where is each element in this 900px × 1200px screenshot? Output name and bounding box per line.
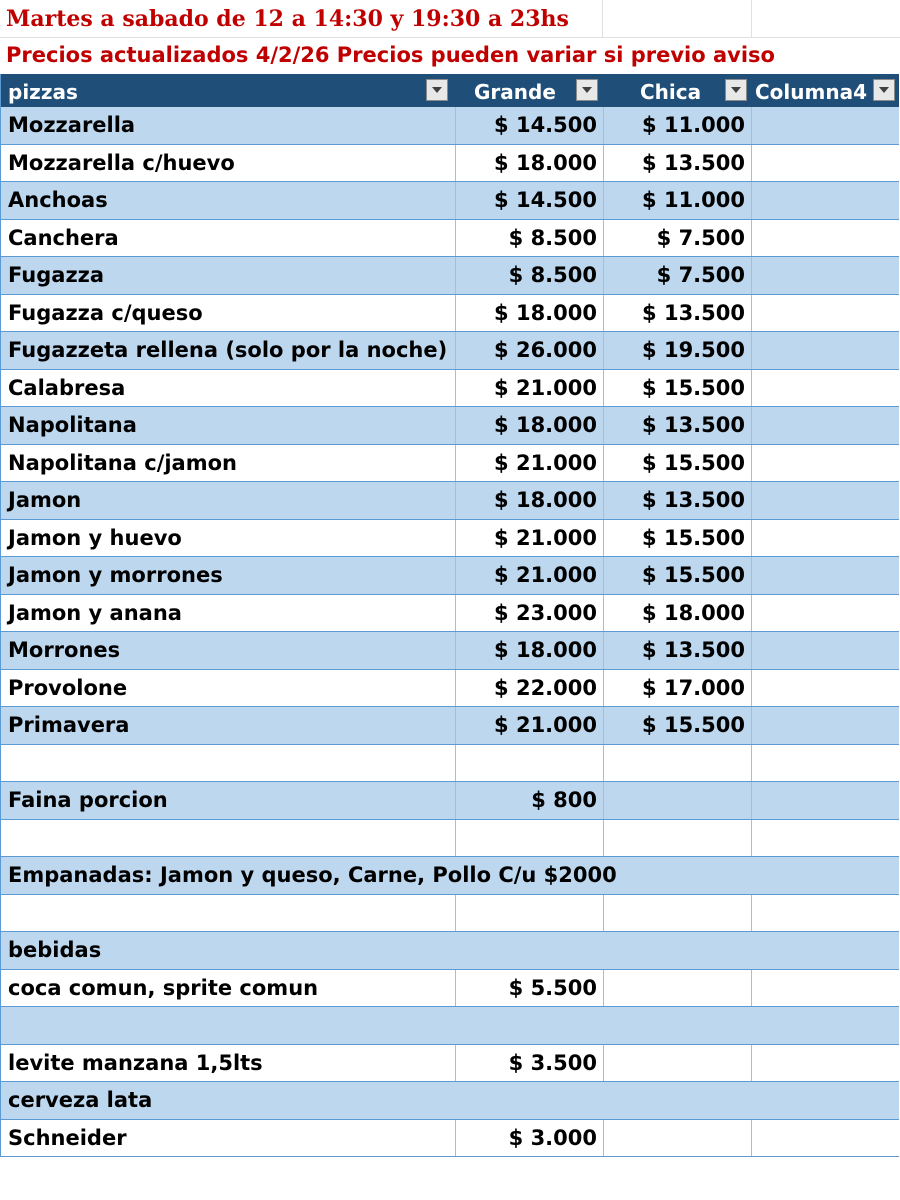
chica-price-cell[interactable]: $ 7.500 <box>604 257 752 294</box>
table-row <box>1 182 899 220</box>
table-row <box>1 482 899 520</box>
table-row <box>1 820 899 858</box>
table-row <box>1 332 899 370</box>
item-name-cell[interactable]: Napolitana <box>1 407 456 444</box>
chica-price-cell[interactable] <box>604 745 752 782</box>
columna4-cell[interactable] <box>752 857 899 894</box>
columna4-cell[interactable] <box>752 332 899 369</box>
table-row <box>1 970 899 1008</box>
chica-price-cell[interactable]: $ 13.500 <box>604 145 752 182</box>
header-label: Columna4 <box>755 80 868 104</box>
grande-price-cell[interactable]: $ 18.000 <box>456 482 604 519</box>
filter-dropdown-icon[interactable] <box>426 79 448 101</box>
item-name-cell[interactable]: Empanadas: Jamon y queso, Carne, Pollo C/u $2000 <box>8 863 617 887</box>
grande-price-cell[interactable]: $ 8.500 <box>456 257 604 294</box>
header-label: Chica <box>640 80 702 104</box>
price-table <box>0 74 899 1157</box>
table-row <box>1 895 899 933</box>
table-row <box>1 632 899 670</box>
table-row <box>1 670 899 708</box>
chica-price-cell[interactable] <box>604 1082 752 1119</box>
chica-price-cell[interactable] <box>604 932 752 969</box>
columna4-cell[interactable] <box>752 482 899 519</box>
grande-price-cell[interactable]: $ 3.500 <box>456 1045 604 1082</box>
item-name-cell[interactable]: levite manzana 1,5lts <box>1 1045 456 1082</box>
item-name-cell[interactable]: Morrones <box>1 632 456 669</box>
chica-price-cell[interactable]: $ 11.000 <box>604 107 752 144</box>
item-name-cell[interactable]: Mozzarella c/huevo <box>1 145 456 182</box>
chica-price-cell[interactable]: $ 15.500 <box>604 370 752 407</box>
grande-price-cell[interactable] <box>456 1082 604 1119</box>
item-name-cell[interactable]: Jamon <box>1 482 456 519</box>
chica-price-cell[interactable]: $ 13.500 <box>604 632 752 669</box>
chica-price-cell[interactable]: $ 15.500 <box>604 707 752 744</box>
table-row <box>1 745 899 783</box>
table-row <box>1 257 899 295</box>
grande-price-cell[interactable]: $ 21.000 <box>456 557 604 594</box>
header-label: pizzas <box>8 80 78 104</box>
grande-price-cell[interactable]: $ 21.000 <box>456 370 604 407</box>
grande-price-cell[interactable]: $ 8.500 <box>456 220 604 257</box>
table-row <box>1 520 899 558</box>
chica-price-cell[interactable] <box>604 1007 752 1044</box>
chica-price-cell[interactable]: $ 11.000 <box>604 182 752 219</box>
table-header <box>1 74 899 107</box>
header-chica <box>604 74 752 107</box>
columna4-cell[interactable] <box>752 895 899 932</box>
grande-price-cell[interactable]: $ 18.000 <box>456 295 604 332</box>
columna4-cell[interactable] <box>752 295 899 332</box>
table-row <box>1 782 899 820</box>
item-name-cell[interactable]: coca comun, sprite comun <box>1 970 456 1007</box>
chica-price-cell[interactable] <box>604 1120 752 1157</box>
item-name-cell[interactable] <box>1 895 456 932</box>
grande-price-cell[interactable]: $ 21.000 <box>456 707 604 744</box>
item-name-cell[interactable]: Napolitana c/jamon <box>1 445 456 482</box>
item-name-cell[interactable]: Fugazzeta rellena (solo por la noche) <box>1 332 456 369</box>
table-row <box>1 1007 899 1045</box>
item-name-cell[interactable]: Jamon y morrones <box>1 557 456 594</box>
chica-price-cell[interactable] <box>604 1045 752 1082</box>
header-grande <box>456 74 604 107</box>
chica-price-cell[interactable]: $ 18.000 <box>604 595 752 632</box>
grande-price-cell[interactable]: $ 3.000 <box>456 1120 604 1157</box>
columna4-cell[interactable] <box>752 370 899 407</box>
columna4-cell[interactable] <box>752 1120 899 1157</box>
columna4-cell[interactable] <box>752 782 899 819</box>
grande-price-cell[interactable]: $ 14.500 <box>456 107 604 144</box>
grande-price-cell[interactable]: $ 18.000 <box>456 632 604 669</box>
header-label: Grande <box>474 80 556 104</box>
columna4-cell[interactable] <box>752 407 899 444</box>
item-name-cell[interactable]: cerveza lata <box>8 1088 153 1112</box>
item-name-cell[interactable] <box>1 1007 456 1044</box>
columna4-cell[interactable] <box>752 257 899 294</box>
item-name-cell[interactable]: Schneider <box>1 1120 456 1157</box>
table-row <box>1 220 899 258</box>
columna4-cell[interactable] <box>752 520 899 557</box>
filter-dropdown-icon[interactable] <box>873 79 895 101</box>
price-update-note: Precios actualizados 4/2/26 Precios pueden variar si previo aviso <box>6 43 775 67</box>
columna4-cell[interactable] <box>752 970 899 1007</box>
table-row <box>1 107 899 145</box>
filter-dropdown-icon[interactable] <box>576 79 598 101</box>
chica-price-cell[interactable]: $ 7.500 <box>604 220 752 257</box>
item-name-cell[interactable]: Anchoas <box>1 182 456 219</box>
columna4-cell[interactable] <box>752 445 899 482</box>
grande-price-cell[interactable] <box>456 1007 604 1044</box>
chica-price-cell[interactable]: $ 13.500 <box>604 482 752 519</box>
item-name-cell[interactable]: Faina porcion <box>1 782 456 819</box>
columna4-cell[interactable] <box>752 182 899 219</box>
columna4-cell[interactable] <box>752 595 899 632</box>
header-columna4 <box>752 74 899 107</box>
grande-price-cell[interactable]: $ 800 <box>456 782 604 819</box>
table-row <box>1 295 899 333</box>
columna4-cell[interactable] <box>752 107 899 144</box>
table-row <box>1 1082 899 1120</box>
item-name-cell[interactable]: Primavera <box>1 707 456 744</box>
grande-price-cell[interactable]: $ 22.000 <box>456 670 604 707</box>
header-pizzas <box>1 74 456 107</box>
columna4-cell[interactable] <box>752 932 899 969</box>
columna4-cell[interactable] <box>752 1045 899 1082</box>
chica-price-cell[interactable] <box>604 857 752 894</box>
table-row <box>1 707 899 745</box>
item-name-cell[interactable]: bebidas <box>8 938 102 962</box>
chica-price-cell[interactable] <box>604 895 752 932</box>
chica-price-cell[interactable]: $ 19.500 <box>604 332 752 369</box>
columna4-cell[interactable] <box>752 145 899 182</box>
columna4-cell[interactable] <box>752 632 899 669</box>
chica-price-cell[interactable]: $ 13.500 <box>604 407 752 444</box>
grande-price-cell[interactable]: $ 21.000 <box>456 520 604 557</box>
grande-price-cell[interactable] <box>456 895 604 932</box>
item-name-cell[interactable]: Canchera <box>1 220 456 257</box>
chica-price-cell[interactable] <box>604 820 752 857</box>
table-row <box>1 557 899 595</box>
grande-price-cell[interactable] <box>456 820 604 857</box>
chica-price-cell[interactable]: $ 17.000 <box>604 670 752 707</box>
table-row <box>1 445 899 483</box>
columna4-cell[interactable] <box>752 670 899 707</box>
table-row <box>1 932 899 970</box>
gridline <box>751 0 752 37</box>
item-name-cell[interactable]: Fugazza <box>1 257 456 294</box>
item-name-cell[interactable] <box>1 745 456 782</box>
grande-price-cell[interactable] <box>456 932 604 969</box>
columna4-cell[interactable] <box>752 1007 899 1044</box>
item-name-cell[interactable]: Calabresa <box>1 370 456 407</box>
columna4-cell[interactable] <box>752 220 899 257</box>
item-name-cell[interactable]: Mozzarella <box>1 107 456 144</box>
item-name-cell[interactable] <box>1 820 456 857</box>
item-name-cell[interactable]: Jamon y huevo <box>1 520 456 557</box>
columna4-cell[interactable] <box>752 820 899 857</box>
table-row <box>1 145 899 183</box>
table-row <box>1 595 899 633</box>
columna4-cell[interactable] <box>752 745 899 782</box>
columna4-cell[interactable] <box>752 557 899 594</box>
grande-price-cell[interactable] <box>456 857 604 894</box>
grande-price-cell[interactable]: $ 23.000 <box>456 595 604 632</box>
item-name-cell[interactable]: Fugazza c/queso <box>1 295 456 332</box>
filter-dropdown-icon[interactable] <box>725 79 747 101</box>
grande-price-cell[interactable] <box>456 745 604 782</box>
columna4-cell[interactable] <box>752 1082 899 1119</box>
grande-price-cell[interactable]: $ 14.500 <box>456 182 604 219</box>
grande-price-cell[interactable]: $ 5.500 <box>456 970 604 1007</box>
item-name-cell[interactable]: Provolone <box>1 670 456 707</box>
chica-price-cell[interactable]: $ 13.500 <box>604 295 752 332</box>
chica-price-cell[interactable]: $ 15.500 <box>604 445 752 482</box>
table-row <box>1 407 899 445</box>
grande-price-cell[interactable]: $ 26.000 <box>456 332 604 369</box>
table-row <box>1 370 899 408</box>
table-row <box>1 1045 899 1083</box>
table-row <box>1 857 899 895</box>
schedule-title: Martes a sabado de 12 a 14:30 y 19:30 a 23hs <box>6 6 569 32</box>
columna4-cell[interactable] <box>752 707 899 744</box>
chica-price-cell[interactable] <box>604 782 752 819</box>
chica-price-cell[interactable]: $ 15.500 <box>604 520 752 557</box>
grande-price-cell[interactable]: $ 18.000 <box>456 407 604 444</box>
item-name-cell[interactable]: Jamon y anana <box>1 595 456 632</box>
gridline <box>602 0 603 37</box>
grande-price-cell[interactable]: $ 21.000 <box>456 445 604 482</box>
table-body <box>1 107 899 1157</box>
table-row <box>1 1120 899 1158</box>
grande-price-cell[interactable]: $ 18.000 <box>456 145 604 182</box>
chica-price-cell[interactable]: $ 15.500 <box>604 557 752 594</box>
chica-price-cell[interactable] <box>604 970 752 1007</box>
